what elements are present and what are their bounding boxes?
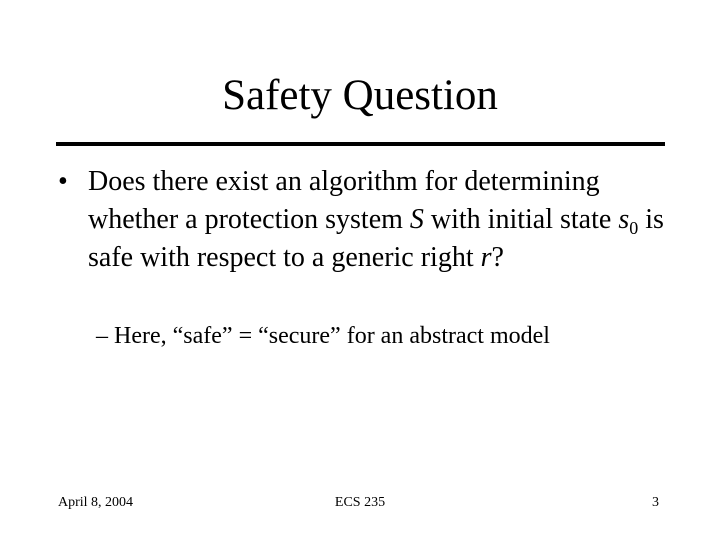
bullet-text-2: with initial state [423,204,619,235]
sub-bullet [96,320,696,352]
footer-page-number: 3 [652,495,659,510]
bullet-text-4: ? [491,242,504,273]
main-bullet [58,163,678,277]
state-subscript: 0 [629,218,639,238]
bullet-marker: • [58,166,68,197]
main-bullet-line [58,163,678,277]
bullet-text-3: is safe with respect to a generic right [88,204,664,273]
footer-course: ECS 235 [334,495,386,510]
title-divider [56,142,665,146]
sub-bullet-text: Here, “safe” = “secure” for an abstract model [114,323,550,349]
footer-date: April 8, 2004 [58,495,134,510]
system-variable: S [409,204,424,235]
right-variable: r [480,242,492,273]
sub-bullet-marker: – [96,323,108,349]
slide-title: Safety Question [222,72,498,119]
bullet-text-1: Does there exist an algorithm for determining whether a protection system [88,166,600,235]
state-variable: s [618,204,630,235]
